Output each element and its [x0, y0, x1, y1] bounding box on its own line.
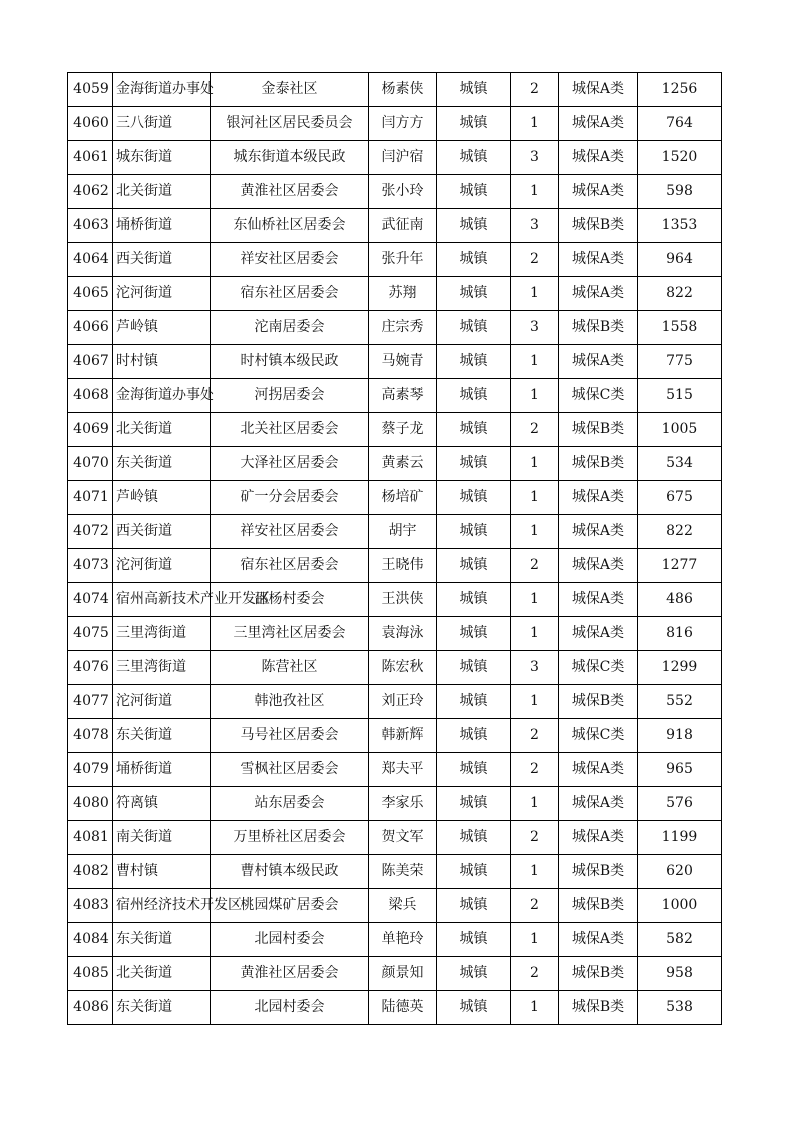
member-count-cell: 1 — [511, 175, 559, 209]
amount-cell: 1558 — [638, 311, 722, 345]
table-row — [68, 583, 722, 617]
table-row — [68, 957, 722, 991]
category-cell: 城保A类 — [559, 481, 638, 515]
member-count-cell: 1 — [511, 617, 559, 651]
street-cell: 三里湾街道 — [113, 617, 211, 651]
community-cell: 陈营社区 — [211, 651, 369, 685]
amount-cell: 552 — [638, 685, 722, 719]
street-cell: 宿州高新技术产业开发区 — [113, 583, 211, 617]
table-row — [68, 753, 722, 787]
table-row — [68, 821, 722, 855]
street-cell: 三八街道 — [113, 107, 211, 141]
street-cell: 东关街道 — [113, 719, 211, 753]
household-type-cell: 城镇 — [437, 413, 511, 447]
table-row — [68, 175, 722, 209]
community-cell: 邵杨村委会 — [211, 583, 369, 617]
household-type-cell: 城镇 — [437, 175, 511, 209]
street-cell: 宿州经济技术开发区 — [113, 889, 211, 923]
row-id-cell: 4071 — [68, 481, 113, 515]
table-row — [68, 685, 722, 719]
member-count-cell: 1 — [511, 379, 559, 413]
household-type-cell: 城镇 — [437, 277, 511, 311]
household-type-cell: 城镇 — [437, 311, 511, 345]
street-cell: 东关街道 — [113, 923, 211, 957]
street-cell: 西关街道 — [113, 243, 211, 277]
street-cell: 北关街道 — [113, 957, 211, 991]
category-cell: 城保B类 — [559, 991, 638, 1025]
street-cell: 北关街道 — [113, 413, 211, 447]
community-cell: 宿东社区居委会 — [211, 277, 369, 311]
amount-cell: 1299 — [638, 651, 722, 685]
household-type-cell: 城镇 — [437, 821, 511, 855]
community-cell: 北关社区居委会 — [211, 413, 369, 447]
member-count-cell: 1 — [511, 277, 559, 311]
table-row — [68, 617, 722, 651]
table-row — [68, 311, 722, 345]
table-row — [68, 345, 722, 379]
row-id-cell: 4068 — [68, 379, 113, 413]
table-row — [68, 447, 722, 481]
community-cell: 祥安社区居委会 — [211, 515, 369, 549]
amount-cell: 582 — [638, 923, 722, 957]
row-id-cell: 4059 — [68, 73, 113, 107]
household-type-cell: 城镇 — [437, 957, 511, 991]
street-cell: 埇桥街道 — [113, 753, 211, 787]
household-type-cell: 城镇 — [437, 447, 511, 481]
table-row — [68, 277, 722, 311]
member-count-cell: 3 — [511, 141, 559, 175]
household-type-cell: 城镇 — [437, 753, 511, 787]
name-cell: 黄素云 — [369, 447, 437, 481]
street-cell: 城东街道 — [113, 141, 211, 175]
household-type-cell: 城镇 — [437, 889, 511, 923]
name-cell: 郑夫平 — [369, 753, 437, 787]
amount-cell: 1520 — [638, 141, 722, 175]
household-type-cell: 城镇 — [437, 141, 511, 175]
row-id-cell: 4065 — [68, 277, 113, 311]
street-cell: 沱河街道 — [113, 277, 211, 311]
community-cell: 城东街道本级民政 — [211, 141, 369, 175]
household-type-cell: 城镇 — [437, 243, 511, 277]
member-count-cell: 2 — [511, 889, 559, 923]
street-cell: 三里湾街道 — [113, 651, 211, 685]
table-body — [68, 73, 722, 1025]
amount-cell: 822 — [638, 515, 722, 549]
row-id-cell: 4066 — [68, 311, 113, 345]
member-count-cell: 1 — [511, 345, 559, 379]
name-cell: 陈宏秋 — [369, 651, 437, 685]
member-count-cell: 2 — [511, 73, 559, 107]
household-type-cell: 城镇 — [437, 991, 511, 1025]
row-id-cell: 4073 — [68, 549, 113, 583]
table-row — [68, 209, 722, 243]
amount-cell: 538 — [638, 991, 722, 1025]
name-cell: 王晓伟 — [369, 549, 437, 583]
table-row — [68, 379, 722, 413]
category-cell: 城保A类 — [559, 277, 638, 311]
category-cell: 城保A类 — [559, 345, 638, 379]
street-cell: 芦岭镇 — [113, 311, 211, 345]
category-cell: 城保B类 — [559, 957, 638, 991]
community-cell: 万里桥社区居委会 — [211, 821, 369, 855]
name-cell: 杨素侠 — [369, 73, 437, 107]
household-type-cell: 城镇 — [437, 651, 511, 685]
household-type-cell: 城镇 — [437, 617, 511, 651]
household-type-cell: 城镇 — [437, 719, 511, 753]
row-id-cell: 4079 — [68, 753, 113, 787]
street-cell: 东关街道 — [113, 447, 211, 481]
member-count-cell: 1 — [511, 685, 559, 719]
table-row — [68, 889, 722, 923]
community-cell: 沱南居委会 — [211, 311, 369, 345]
category-cell: 城保C类 — [559, 651, 638, 685]
street-cell: 金海街道办事处 — [113, 379, 211, 413]
table-row — [68, 107, 722, 141]
member-count-cell: 1 — [511, 787, 559, 821]
name-cell: 单艳玲 — [369, 923, 437, 957]
household-type-cell: 城镇 — [437, 583, 511, 617]
amount-cell: 1199 — [638, 821, 722, 855]
row-id-cell: 4082 — [68, 855, 113, 889]
community-cell: 银河社区居民委员会 — [211, 107, 369, 141]
member-count-cell: 2 — [511, 413, 559, 447]
community-cell: 韩池孜社区 — [211, 685, 369, 719]
name-cell: 蔡子龙 — [369, 413, 437, 447]
table-row — [68, 413, 722, 447]
category-cell: 城保B类 — [559, 889, 638, 923]
name-cell: 颜景知 — [369, 957, 437, 991]
name-cell: 杨培矿 — [369, 481, 437, 515]
category-cell: 城保C类 — [559, 719, 638, 753]
amount-cell: 620 — [638, 855, 722, 889]
amount-cell: 1005 — [638, 413, 722, 447]
name-cell: 武征南 — [369, 209, 437, 243]
member-count-cell: 1 — [511, 991, 559, 1025]
household-type-cell: 城镇 — [437, 107, 511, 141]
row-id-cell: 4084 — [68, 923, 113, 957]
street-cell: 曹村镇 — [113, 855, 211, 889]
row-id-cell: 4077 — [68, 685, 113, 719]
table-row — [68, 651, 722, 685]
street-cell: 沱河街道 — [113, 549, 211, 583]
row-id-cell: 4085 — [68, 957, 113, 991]
amount-cell: 918 — [638, 719, 722, 753]
member-count-cell: 2 — [511, 753, 559, 787]
name-cell: 袁海泳 — [369, 617, 437, 651]
table-row — [68, 243, 722, 277]
name-cell: 苏翔 — [369, 277, 437, 311]
category-cell: 城保B类 — [559, 311, 638, 345]
community-cell: 黄淮社区居委会 — [211, 175, 369, 209]
category-cell: 城保A类 — [559, 141, 638, 175]
name-cell: 韩新辉 — [369, 719, 437, 753]
street-cell: 南关街道 — [113, 821, 211, 855]
community-cell: 时村镇本级民政 — [211, 345, 369, 379]
community-cell: 金泰社区 — [211, 73, 369, 107]
row-id-cell: 4061 — [68, 141, 113, 175]
household-type-cell: 城镇 — [437, 379, 511, 413]
category-cell: 城保A类 — [559, 617, 638, 651]
amount-cell: 1353 — [638, 209, 722, 243]
household-type-cell: 城镇 — [437, 787, 511, 821]
household-type-cell: 城镇 — [437, 209, 511, 243]
household-type-cell: 城镇 — [437, 345, 511, 379]
assistance-table — [67, 72, 722, 1025]
community-cell: 桃园煤矿居委会 — [211, 889, 369, 923]
street-cell: 西关街道 — [113, 515, 211, 549]
name-cell: 张小玲 — [369, 175, 437, 209]
row-id-cell: 4081 — [68, 821, 113, 855]
row-id-cell: 4063 — [68, 209, 113, 243]
amount-cell: 775 — [638, 345, 722, 379]
category-cell: 城保C类 — [559, 379, 638, 413]
member-count-cell: 1 — [511, 107, 559, 141]
row-id-cell: 4078 — [68, 719, 113, 753]
amount-cell: 1256 — [638, 73, 722, 107]
community-cell: 黄淮社区居委会 — [211, 957, 369, 991]
community-cell: 矿一分会居委会 — [211, 481, 369, 515]
member-count-cell: 1 — [511, 923, 559, 957]
member-count-cell: 2 — [511, 549, 559, 583]
category-cell: 城保B类 — [559, 447, 638, 481]
category-cell: 城保A类 — [559, 73, 638, 107]
name-cell: 贺文军 — [369, 821, 437, 855]
table-row — [68, 73, 722, 107]
community-cell: 祥安社区居委会 — [211, 243, 369, 277]
table-row — [68, 991, 722, 1025]
category-cell: 城保A类 — [559, 107, 638, 141]
amount-cell: 576 — [638, 787, 722, 821]
name-cell: 陈美荣 — [369, 855, 437, 889]
household-type-cell: 城镇 — [437, 73, 511, 107]
amount-cell: 822 — [638, 277, 722, 311]
amount-cell: 816 — [638, 617, 722, 651]
household-type-cell: 城镇 — [437, 481, 511, 515]
amount-cell: 958 — [638, 957, 722, 991]
table-row — [68, 481, 722, 515]
name-cell: 马婉青 — [369, 345, 437, 379]
spreadsheet-page — [67, 72, 721, 1025]
category-cell: 城保B类 — [559, 855, 638, 889]
table-row — [68, 855, 722, 889]
member-count-cell: 3 — [511, 209, 559, 243]
category-cell: 城保B类 — [559, 685, 638, 719]
name-cell: 高素琴 — [369, 379, 437, 413]
household-type-cell: 城镇 — [437, 923, 511, 957]
category-cell: 城保A类 — [559, 923, 638, 957]
member-count-cell: 3 — [511, 311, 559, 345]
street-cell: 金海街道办事处 — [113, 73, 211, 107]
household-type-cell: 城镇 — [437, 855, 511, 889]
community-cell: 东仙桥社区居委会 — [211, 209, 369, 243]
amount-cell: 965 — [638, 753, 722, 787]
member-count-cell: 2 — [511, 719, 559, 753]
category-cell: 城保A类 — [559, 175, 638, 209]
community-cell: 站东居委会 — [211, 787, 369, 821]
row-id-cell: 4060 — [68, 107, 113, 141]
row-id-cell: 4062 — [68, 175, 113, 209]
row-id-cell: 4072 — [68, 515, 113, 549]
member-count-cell: 1 — [511, 583, 559, 617]
category-cell: 城保A类 — [559, 821, 638, 855]
table-row — [68, 719, 722, 753]
row-id-cell: 4080 — [68, 787, 113, 821]
amount-cell: 1277 — [638, 549, 722, 583]
row-id-cell: 4070 — [68, 447, 113, 481]
community-cell: 北园村委会 — [211, 991, 369, 1025]
community-cell: 三里湾社区居委会 — [211, 617, 369, 651]
row-id-cell: 4086 — [68, 991, 113, 1025]
category-cell: 城保A类 — [559, 243, 638, 277]
name-cell: 庄宗秀 — [369, 311, 437, 345]
member-count-cell: 2 — [511, 957, 559, 991]
name-cell: 刘正玲 — [369, 685, 437, 719]
community-cell: 雪枫社区居委会 — [211, 753, 369, 787]
member-count-cell: 1 — [511, 515, 559, 549]
amount-cell: 675 — [638, 481, 722, 515]
street-cell: 时村镇 — [113, 345, 211, 379]
member-count-cell: 2 — [511, 243, 559, 277]
amount-cell: 1000 — [638, 889, 722, 923]
row-id-cell: 4074 — [68, 583, 113, 617]
name-cell: 李家乐 — [369, 787, 437, 821]
amount-cell: 764 — [638, 107, 722, 141]
table-row — [68, 549, 722, 583]
member-count-cell: 2 — [511, 821, 559, 855]
name-cell: 闫方方 — [369, 107, 437, 141]
row-id-cell: 4069 — [68, 413, 113, 447]
member-count-cell: 3 — [511, 651, 559, 685]
community-cell: 宿东社区居委会 — [211, 549, 369, 583]
household-type-cell: 城镇 — [437, 515, 511, 549]
table-row — [68, 515, 722, 549]
category-cell: 城保A类 — [559, 753, 638, 787]
name-cell: 梁兵 — [369, 889, 437, 923]
table-row — [68, 923, 722, 957]
row-id-cell: 4067 — [68, 345, 113, 379]
row-id-cell: 4064 — [68, 243, 113, 277]
community-cell: 曹村镇本级民政 — [211, 855, 369, 889]
name-cell: 闫沪宿 — [369, 141, 437, 175]
table-row — [68, 787, 722, 821]
row-id-cell: 4083 — [68, 889, 113, 923]
name-cell: 王洪侠 — [369, 583, 437, 617]
street-cell: 沱河街道 — [113, 685, 211, 719]
street-cell: 埇桥街道 — [113, 209, 211, 243]
household-type-cell: 城镇 — [437, 685, 511, 719]
amount-cell: 515 — [638, 379, 722, 413]
category-cell: 城保B类 — [559, 209, 638, 243]
name-cell: 张升年 — [369, 243, 437, 277]
community-cell: 马号社区居委会 — [211, 719, 369, 753]
category-cell: 城保A类 — [559, 515, 638, 549]
household-type-cell: 城镇 — [437, 549, 511, 583]
street-cell: 芦岭镇 — [113, 481, 211, 515]
street-cell: 北关街道 — [113, 175, 211, 209]
amount-cell: 534 — [638, 447, 722, 481]
member-count-cell: 1 — [511, 481, 559, 515]
row-id-cell: 4075 — [68, 617, 113, 651]
category-cell: 城保A类 — [559, 787, 638, 821]
category-cell: 城保A类 — [559, 549, 638, 583]
community-cell: 河拐居委会 — [211, 379, 369, 413]
community-cell: 大泽社区居委会 — [211, 447, 369, 481]
amount-cell: 964 — [638, 243, 722, 277]
table-row — [68, 141, 722, 175]
amount-cell: 486 — [638, 583, 722, 617]
community-cell: 北园村委会 — [211, 923, 369, 957]
member-count-cell: 1 — [511, 855, 559, 889]
name-cell: 陆德英 — [369, 991, 437, 1025]
amount-cell: 598 — [638, 175, 722, 209]
street-cell: 符离镇 — [113, 787, 211, 821]
street-cell: 东关街道 — [113, 991, 211, 1025]
row-id-cell: 4076 — [68, 651, 113, 685]
category-cell: 城保B类 — [559, 413, 638, 447]
member-count-cell: 1 — [511, 447, 559, 481]
category-cell: 城保A类 — [559, 583, 638, 617]
name-cell: 胡宇 — [369, 515, 437, 549]
